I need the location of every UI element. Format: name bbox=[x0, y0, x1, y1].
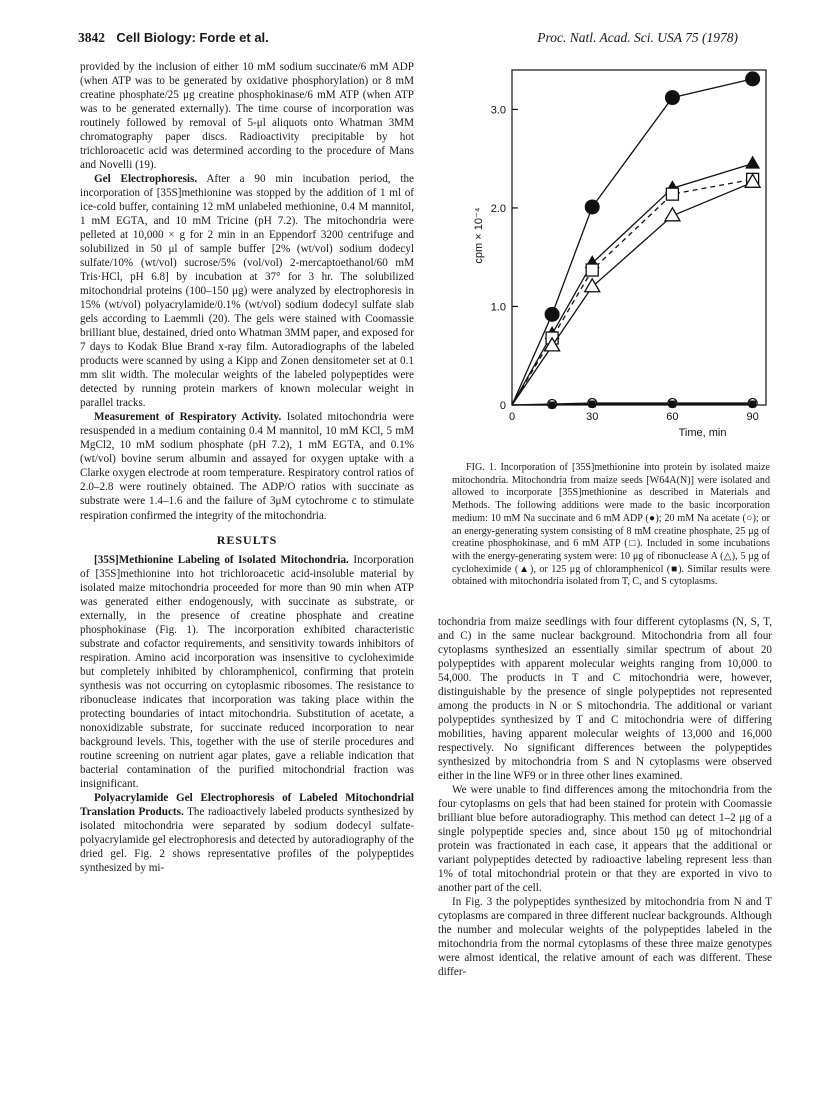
series-line-filled-triangle bbox=[512, 164, 753, 405]
text-methionine-labeling: Incorporation of [35S]methionine into hot trichloroacetic acid-insoluble material by isolated maize mitochondria proceeded for more than 90 min when ATP was generated either endogenously, with succinate as substrate, or externally, in the presence of creatine phosphate and creatine phosphokinase (Fig. 1). The incorporation exhibited characteristic substrate and cofactor requirements, and sensitivity towards inhibitors of respiration. Amino acid incorporation was insensitive to cycloheximide but completely inhibited by chloramphenicol, confirming that protein synthesis was not occurring on cytoplasmic ribosomes. The resistance to ribonuclease indicates that incorporation was taking place within the protecting boundaries of intact mitochondria. Substitution of acetate, a nonoxidizable substrate, for succinate reduced incorporation to near background levels. This, together with the use of sterile procedures and routine screening on nutrient agar plates, gave a reliable indication that bacterial contamination of the purified mitochondrial fraction was insignificant. bbox=[80, 553, 414, 790]
paragraph-fig3: In Fig. 3 the polypeptides synthesized by mitochondria from N and T cytoplasms are compared in three different nuclear backgrounds. Although the number and molecular weights of the polypeptides labeled in the mitochondria from the normal cytoplasms of these three maize genotypes were almost identical, the relative amount of each was different. These differ- bbox=[438, 896, 772, 979]
heading-respiratory-activity: Measurement of Respiratory Activity. bbox=[94, 411, 282, 424]
paragraph-coomassie: We were unable to find differences among the mitochondria from the four cytoplasms on gels that had been stained for protein with Coomassie brilliant blue before autoradiography. This method can detect 1–2 μg of a single polypeptide species and, since about 150 μg of mitochondrial protein was fractionated in each case, it appears that the additional or variant polypeptides detected by radioactive labeling represent less than 1% of total mitochondrial protein or that they are exported in vivo to another part of the cell. bbox=[438, 784, 772, 895]
left-column bbox=[80, 60, 414, 875]
y-tick-label: 0 bbox=[499, 400, 506, 412]
figure-1-chart bbox=[452, 62, 774, 462]
text-gel-electrophoresis: After a 90 min incubation period, the incorporation of [35S]methionine was stopped by the addition of 1 ml of ice-cold buffer, containing 12 mM unlabeled methionine, 0.4 M mannitol, 1 mM EGTA, and 10 mM Tricine (pH 7.2). The mitochondria were pelleted at 10,000 × g for 2 min in an Eppendorf 3200 centrifuge and solubilized in 50 μl of sample buffer [2% (wt/vol) sodium dodecyl sulfate/10% (wt/vol) sucrose/5% (vol/vol) 2-mercaptoethanol/60 mM Tris·HCl, pH 6.8] by incubation at 37° for 3 hr. The solubilized mitochondrial proteins (100–150 μg) were analyzed by electrophoresis in 15% (wt/vol) polyacrylamide/0.1% (wt/vol) sodium dodecyl sulfate slab gels according to Laemmli (20). The gels were stained with Coomassie brilliant blue, destained, dried onto Whatman 3MM paper, and exposed for 7 days to Kodak Blue Brand x-ray film. Autoradiographs of the labeled products were scanned by using a Kipp and Zonen densitometer set at 0.1 mm slit width. The molecular weights of the labeled polypeptides were detected by running protein markers of known molecular weight in parallel tracks. bbox=[80, 173, 414, 410]
data-point-filled-circle bbox=[545, 307, 560, 322]
data-point-filled-triangle bbox=[745, 156, 760, 169]
page-number: 3842 bbox=[78, 30, 105, 45]
journal-citation: Proc. Natl. Acad. Sci. USA 75 (1978) bbox=[537, 30, 738, 45]
text-gel-translation-products: The radioactively labeled products synthesized by isolated mitochondria were separated by sodium dodecyl sulfate-polyacrylamide gel electrophoresis and detected by autoradiography of the dried gel. Fig. 2 shows representative profiles of the polypeptides synthesized by mi- bbox=[80, 805, 414, 874]
chart-svg bbox=[452, 62, 774, 462]
heading-gel-translation-products: Polyacrylamide Gel Electrophoresis of Labeled Mitochondrial Translation Products. bbox=[80, 791, 414, 818]
paragraph-gel-translation-products bbox=[80, 791, 414, 875]
data-point-open-triangle bbox=[665, 208, 680, 221]
page-header bbox=[78, 30, 738, 50]
x-axis-title: Time, min bbox=[678, 427, 727, 439]
heading-methionine-labeling: [35S]Methionine Labeling of Isolated Mitochondria. bbox=[94, 553, 349, 566]
data-point-open-triangle bbox=[585, 279, 600, 292]
y-tick-label: 2.0 bbox=[490, 202, 506, 215]
data-point-filled-square bbox=[549, 402, 556, 409]
x-tick-label: 90 bbox=[746, 411, 759, 423]
x-tick-label: 60 bbox=[666, 411, 679, 423]
x-tick-label: 30 bbox=[586, 411, 599, 423]
data-point-filled-square bbox=[669, 401, 676, 408]
paragraph-gel-electrophoresis bbox=[80, 172, 414, 410]
series-line-open-square bbox=[512, 179, 753, 405]
results-heading: RESULTS bbox=[216, 532, 278, 547]
figure-1-caption bbox=[452, 462, 770, 589]
text-respiratory-activity: Isolated mitochondria were resuspended in a medium containing 0.4 M mannitol, 10 mM KCl, 5 mM MgCl2, 10 mM sodium phosphate (pH 7.2), 1 mM EGTA, and 0.1% (wt/vol) bovine serum albumin and assayed for oxygen uptake with a Clarke oxygen electrode at room temperature. Respiratory control ratios of 2.0–2.8 were routinely obtained. The ADP/O ratios with succinate as substrate were 1.4–1.6 and the failure of 3μM cytochrome c to stimulate respiration confirmed the integrity of the mitochondria. bbox=[80, 411, 414, 522]
x-tick-label: 0 bbox=[508, 411, 516, 423]
section-title: Cell Biology: Forde et al. bbox=[116, 30, 269, 45]
paragraph-methionine-labeling bbox=[80, 553, 414, 791]
data-point-filled-circle bbox=[745, 71, 760, 86]
caption-text: FIG. 1. Incorporation of [35S]methionine into protein by isolated maize mitochondria. Mitochondria from maize seeds [W64A(N)] were isolated and allowed to incorporate [35S]methionine as described in Materials and Methods. The following additions were made to the basic incorporation medium: 10 mM Na succinate and 6 mM ADP (●); 20 mM Na acetate (○); or an energy-generating system consisting of 8 mM creatine phosphate, 25 μg of creatine phosphokinase, and 6 mM ATP (□). Included in some incubations with the energy-generating system were: 10 μg of ribonuclease A (△), 5 μg of cycloheximide (▲), or 125 μg of chloramphenicol (■). Similar results were obtained with mitochondria isolated from T, C, and S cytoplasms. bbox=[452, 462, 770, 588]
right-column bbox=[438, 615, 772, 979]
data-point-filled-circle bbox=[585, 199, 600, 214]
plot-frame bbox=[512, 70, 766, 405]
data-point-filled-square bbox=[749, 401, 756, 408]
series-line-filled-circle bbox=[512, 79, 753, 405]
heading-gel-electrophoresis: Gel Electrophoresis. bbox=[94, 173, 198, 186]
y-axis-title: cpm × 10⁻⁴ bbox=[473, 207, 485, 264]
paragraph-respiratory-activity bbox=[80, 410, 414, 522]
y-tick-label: 1.0 bbox=[490, 301, 506, 314]
header-left bbox=[78, 30, 269, 46]
paragraph-methods-incubation: provided by the inclusion of either 10 mM sodium succinate/6 mM ADP (when ATP was to be generated by oxidative phosphorylation) or 8 mM creatine phosphate/25 μg creatine phosphokinase/6 mM ATP (when ATP was to be generated externally). The time course of incorporation was routinely followed by removal of 5-μl aliquots onto Whatman 3MM chromatography paper discs. Radioactivity precipitable by hot trichloroacetic acid was determined according to the procedure of Mans and Novelli (19). bbox=[80, 61, 414, 172]
data-point-filled-circle bbox=[665, 90, 680, 105]
data-point-open-square bbox=[586, 264, 598, 276]
data-point-open-square bbox=[666, 188, 678, 200]
paragraph-cytoplasms: tochondria from maize seedlings with four different cytoplasms (N, S, T, and C) in the same nuclear background. Mitochondria from all four cytoplasms synthesized an essentially similar spectrum of about 20 polypeptides with apparent molecular weights ranging from 10,000 to 54,000. The products in T and C mitochondria were, however, distinguishable by the presence of single polypeptides not represented among the products in N or S mitochondria. The additional or variant polypeptides synthesized by T and C mitochondria were of differing mobilities, having apparent molecular weights of 13,000 and 16,000 respectively. No significant differences between the polypeptides synthesized by mitochondria from S and N cytoplasms were observed either in the line WF9 or in three other lines examined. bbox=[438, 616, 772, 783]
series-line-open-triangle bbox=[512, 182, 753, 405]
data-point-filled-square bbox=[589, 401, 596, 408]
y-tick-label: 3.0 bbox=[490, 104, 506, 117]
